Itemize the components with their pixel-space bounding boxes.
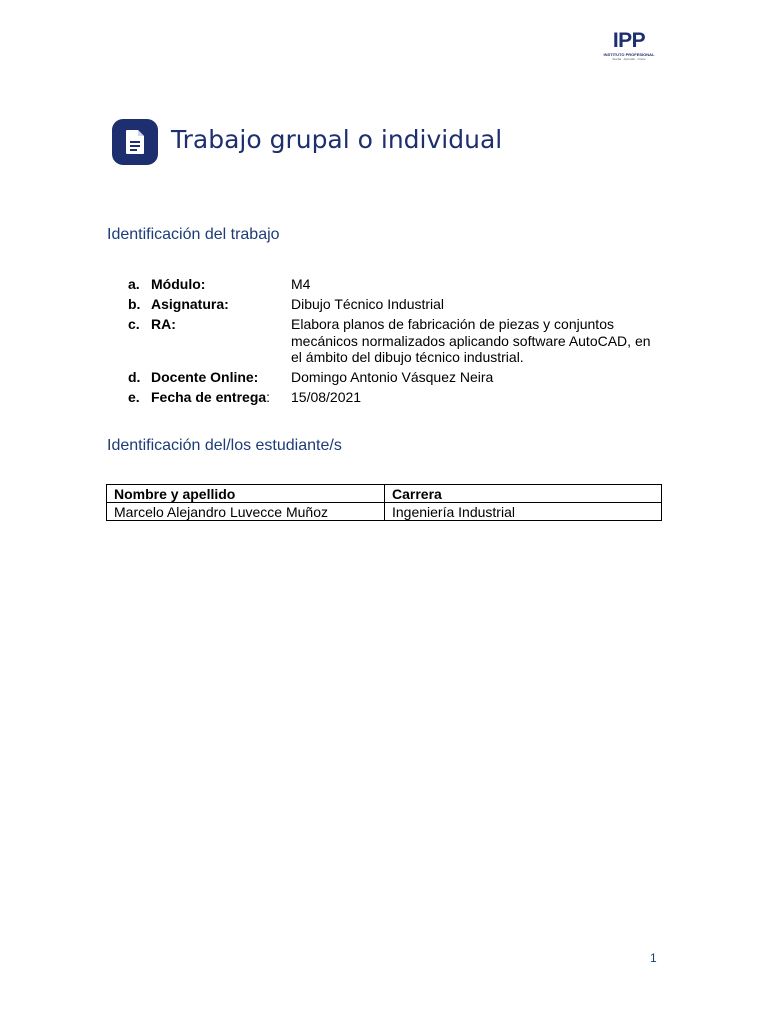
table-row [107, 503, 662, 521]
student-identification-heading: Identificación del/los estudiante/s [107, 437, 342, 454]
logo-mark: IPP [612, 29, 646, 52]
students-table [106, 484, 662, 521]
info-value-due-date: 15/08/2021 [291, 389, 362, 405]
info-letter: a. [128, 276, 140, 292]
info-label: Docente Online: [151, 369, 259, 385]
info-row-subject [128, 296, 668, 313]
student-career-cell: Ingeniería Industrial [385, 503, 662, 521]
info-label: Módulo: [151, 276, 206, 292]
info-letter: c. [128, 316, 140, 332]
info-row-teacher [128, 369, 668, 386]
info-value-subject: Dibujo Técnico Industrial [291, 296, 445, 312]
column-header-name: Nombre y apellido [107, 485, 385, 503]
page-title: Trabajo grupal o individual [171, 125, 503, 154]
info-row-due-date [128, 389, 668, 406]
info-row-module [128, 276, 668, 293]
ipp-logo [598, 30, 660, 61]
info-label: Asignatura: [151, 296, 229, 312]
student-name-cell: Marcelo Alejandro Luvecce Muñoz [107, 503, 385, 521]
info-letter: e. [128, 389, 140, 405]
info-value-module: M4 [291, 276, 311, 292]
document-icon [112, 119, 158, 165]
info-label: RA: [151, 316, 176, 332]
logo-tagline: Sueña · Aprende · Crece [612, 57, 646, 61]
work-identification-heading: Identificación del trabajo [107, 226, 280, 243]
info-value-teacher: Domingo Antonio Vásquez Neira [291, 369, 494, 385]
info-label: Fecha de entrega: [151, 389, 271, 405]
info-letter: b. [128, 296, 141, 312]
table-header-row [107, 485, 662, 503]
logo-subtitle: INSTITUTO PROFESIONAL [603, 52, 655, 57]
work-info-list [128, 276, 668, 409]
info-value-ra: Elabora planos de fabricación de piezas y conjuntos mecánicos normalizados aplicando software AutoCAD, en el ámbito del dibujo técnico industrial. [291, 316, 651, 365]
page-number: 1 [650, 951, 657, 965]
info-row-ra [128, 316, 668, 366]
column-header-career: Carrera [385, 485, 662, 503]
info-letter: d. [128, 369, 141, 385]
